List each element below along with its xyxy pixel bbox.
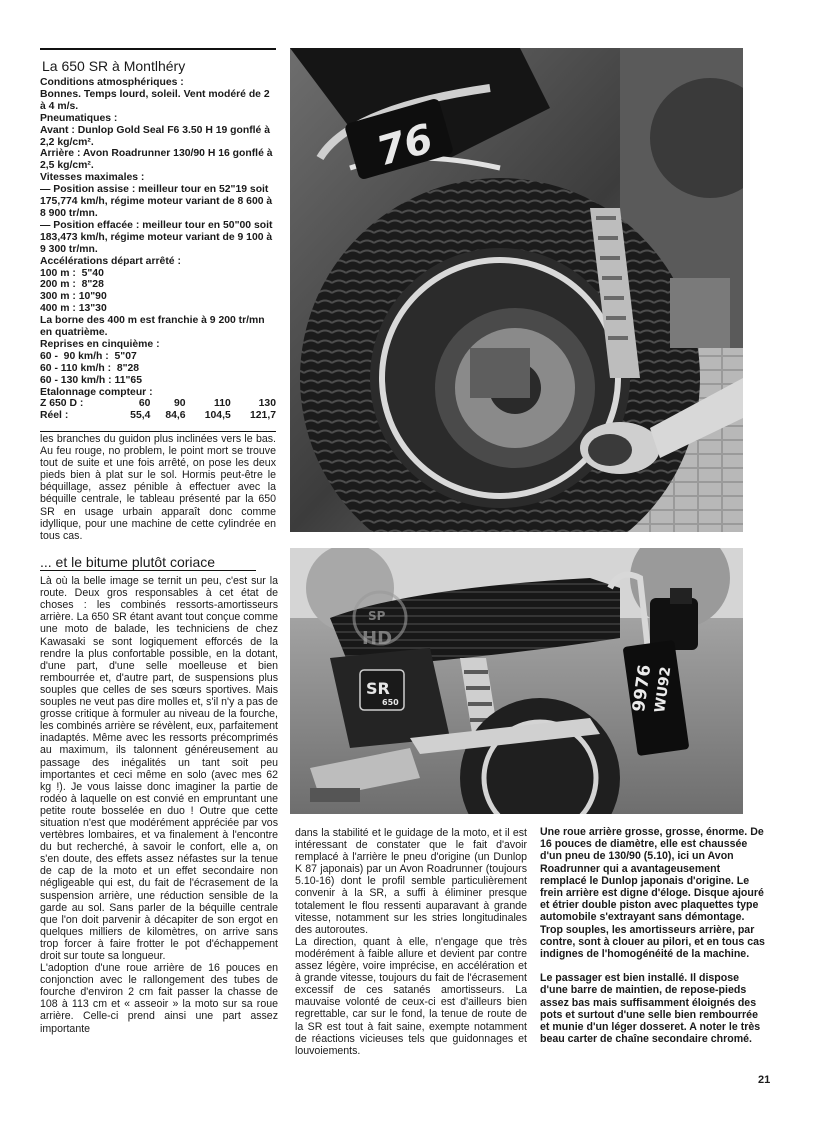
table-row — [40, 410, 276, 422]
spec-line: 60 - 90 km/h : 5"07 — [40, 350, 137, 362]
body-paragraph: Là où la belle image se ternit un peu, c'est sur la route. Deux gros responsables à cet état de choses : les combinés ressorts-amortisseurs arrière. La 650 SR étant avant tout conçue comme une moto de balade, les techniciens de chez Kawasaki se sont logiquement efforcés de la rendre la plus confortable possible, en la dotant, d'une part, d'une selle moelleuse et bien rembourrée et, d'autre part, de suspensions plus souples que celles de ses sœurs sportives. Mais souples ne veut pas dire molles et, s'il n'y a pas de grosse critique à formuler au niveau de la fourche, les combinés arrière se révèlent, eux, parfaitement inadaptés. Même avec les ressorts précomprimés au maximum, ils talonnent généreusement au passage des inégalités un tant soit peu importantes et ceci même en solo (avec mes 62 kg !). Je vous laisse donc imaginer la partie de rodéo à laquelle on est convié en empruntant une petite route bosselée en duo ! Outre que cette situation n'est que modérément appréciée par vos vertèbres lombaires, et va finalement à l'encontre du but recherché, à savoir le confort, elle a, on s'en doute, des effets assez néfastes sur la tenue de cap de la moto et un effet secondaire non négligeable qui est, du fait de l'écrasement de la suspension arrière, une réduction sensible de la garde au sol. Sans parler de la béquille centrale que l'on doit parvenir à décapiter de son ergot en quelques milliers de kilomètres, on arrive sans trop forcer à faire frotter le pot d'échappement droit sur toute sa longueur. — [40, 575, 278, 962]
caption-passenger: Le passager est bien installé. Il dispose d'une barre de maintien, de repose-pieds assez bas mais suffisamment éloignés des pots et surtout d'une selle bien rembourrée et munie d'un léger dosseret. A noter le très beau carter de chaîne secondaire chromé. — [540, 972, 761, 1046]
spec-line: Arrière : Avon Roadrunner 130/90 H 16 gonflé à 2,5 kg/cm². — [40, 148, 276, 172]
table-cell: 130 — [258, 398, 276, 410]
table-cell: Réel : — [40, 410, 69, 422]
specs-box — [40, 48, 276, 432]
body-paragraph: dans la stabilité et le guidage de la moto, et il est intéressant de constater que le fait d'avoir remplacé à l'arrière le pneu d'origine (un Dunlop K 87 japonais) par un Avon Roadrunner (toujours 5.10-16) dont le profil semble particulièrement convenir à la SR, a suffi à éliminer presque totalement le flou ressenti auparavant à grande vitesse, notamment sur les stries longitudinales des autoroutes. — [295, 827, 527, 936]
spec-line: 300 m : 10"90 — [40, 291, 107, 303]
caption-rear-wheel: Une roue arrière grosse, grosse, énorme. De 16 pouces de diamètre, elle est chaussée d'un pneu de 130/90 (5.10), ici un Avon Roadrunner qui a avantageusement remplacé le Dunlop japonais d'origine. Le frein arrière est digne d'éloge. Disque ajouré et étrier double piston avec plaquettes type automobile s'extrayant sans démontage. Trop souples, les amortisseurs arrière, par contre, sont à clouer au pilori, et en tous cas indignes de l'homogénéité de la machine. — [540, 826, 765, 961]
table-cell: 90 — [174, 398, 186, 410]
table-row — [40, 398, 276, 410]
sr-badge: SR — [366, 679, 390, 698]
spec-line: Vitesses maximales : — [40, 172, 145, 184]
watermark-bottom: HD — [362, 628, 393, 649]
spec-line: 100 m : 5"40 — [40, 267, 104, 279]
spec-line: 200 m : 8"28 — [40, 279, 104, 291]
sr-badge-sub: 650 — [382, 698, 399, 707]
plate-number: 76 — [371, 115, 438, 176]
photo-rear-wheel — [290, 48, 743, 532]
table-cell: Z 650 D : — [40, 398, 84, 410]
body-paragraph: les branches du guidon plus inclinées vers le bas. Au feu rouge, no problem, le point mort se trouve tout de suite et une fois arrêté, on pose les deux pieds bien à plat sur le sol. Hormis peut-être le béquillage, assez pénible à effectuer avec la béquille centrale, le tableau présenté par la 650 SR en usage urbain apparaît donc comme idyllique, pour une machine de cette cylindrée en tous cas. — [40, 433, 276, 542]
spec-line: Bonnes. Temps lourd, soleil. Vent modéré de 2 à 4 m/s. — [40, 88, 273, 112]
column-2 — [295, 827, 527, 1057]
page-number: 21 — [758, 1074, 771, 1086]
spec-line: Avant : Dunlop Gold Seal F6 3.50 H 19 gonflé à 2,2 kg/cm². — [40, 124, 273, 148]
spec-line: — Position assise : meilleur tour en 52"19 soit 175,774 km/h, régime moteur variant de 8 600 à 8 900 tr/mn. — [40, 184, 276, 219]
rear-plate-top: 9976 — [629, 663, 656, 714]
spec-line: Conditions atmosphériques : — [40, 77, 184, 88]
spec-line: Accélérations départ arrêté : — [40, 255, 181, 267]
table-cell: 110 — [214, 398, 231, 410]
spec-line: Reprises en cinquième : — [40, 338, 160, 350]
table-cell: 55,4 — [130, 410, 151, 422]
table-cell: 104,5 — [204, 410, 231, 422]
spec-line: 60 - 130 km/h : 11"65 — [40, 374, 142, 386]
photo-captions — [540, 826, 765, 1045]
speedometer-table — [40, 398, 276, 422]
table-cell: 84,6 — [165, 410, 186, 422]
spec-line: — Position effacée : meilleur tour en 50"00 soit 183,473 km/h, régime moteur variant de 9 100 à 9 300 tr/mn. — [40, 219, 276, 255]
spec-line: Pneumatiques : — [40, 112, 118, 124]
section-title: ... et le bitume plutôt coriace — [40, 556, 256, 571]
body-paragraph: La direction, quant à elle, n'engage que très modérément à faible allure et devient par contre assez légère, voire imprécise, en accélération et à grande vitesse, toujours du fait de l'écrasement excessif de ces satanés amortisseurs. La mauvaise volonté de ceux-ci est d'ailleurs bien regrettable, car sur le fond, la tenue de route de la SR est tout à fait saine, exempte notamment de réactions vicieuses tels que guidonnages et louvoiements. — [295, 935, 527, 1057]
spec-line: La borne des 400 m est franchie à 9 200 tr/mn en quatrième. — [40, 315, 268, 339]
spec-line: Etalonnage compteur : — [40, 386, 153, 398]
rear-wheel-illustration — [290, 48, 743, 532]
column-1-section — [40, 556, 278, 1035]
spec-line: 60 - 110 km/h : 8"28 — [40, 362, 140, 374]
rear-plate-bottom: WU92 — [652, 665, 675, 714]
specs-title: La 650 SR à Montlhéry — [42, 58, 186, 74]
photo-passenger-seat — [290, 548, 743, 814]
watermark-top: SP — [368, 609, 386, 623]
table-cell: 121,7 — [249, 410, 276, 422]
passenger-seat-illustration — [290, 548, 743, 814]
body-paragraph: L'adoption d'une roue arrière de 16 pouces en conjonction avec le rallongement des tubes de fourche d'environ 2 cm fait passer la chasse de 108 à 113 cm et « asseoir » la moto sur sa roue arrière. Celle-ci prend ainsi une part assez importante — [40, 962, 278, 1035]
column-1-top — [40, 433, 276, 542]
spec-line: 400 m : 13"30 — [40, 303, 107, 315]
table-cell: 60 — [138, 398, 151, 410]
